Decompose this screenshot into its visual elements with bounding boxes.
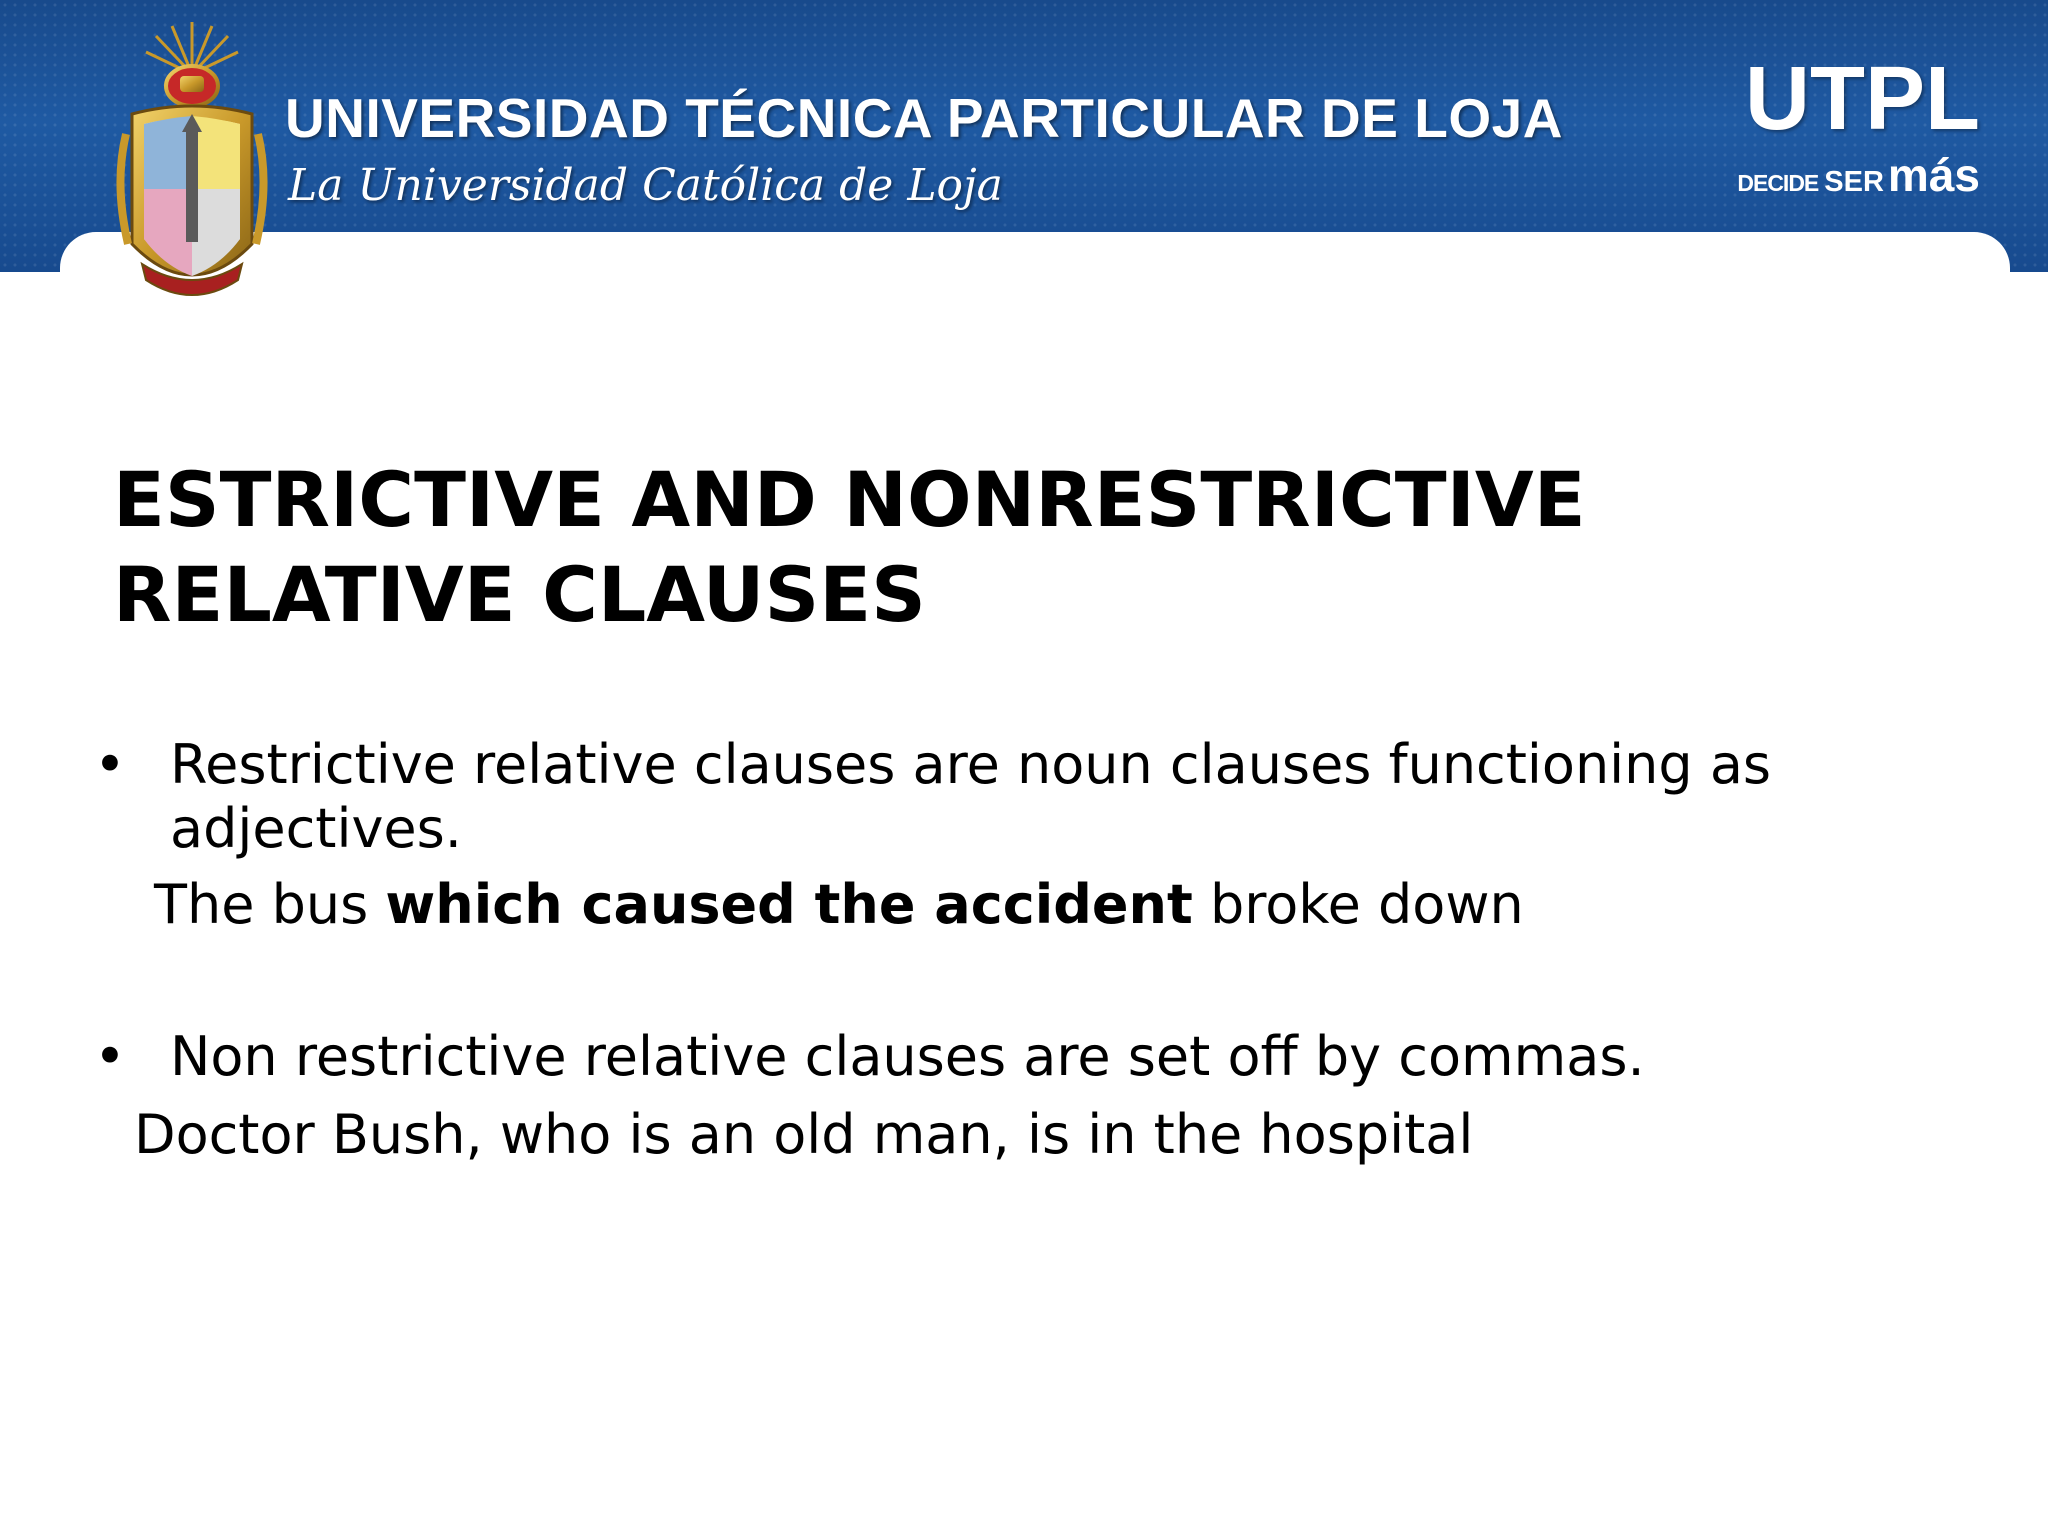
slide-title: ESTRICTIVE AND NONRESTRICTIVE RELATIVE CLAUSES (113, 455, 1586, 639)
example-before: The bus (154, 873, 386, 936)
example-sentence-nonrestrictive: Doctor Bush, who is an old man, is in the hospital (134, 1103, 1474, 1166)
bullet-dot-icon: • (94, 733, 126, 796)
example-sentence-restrictive (154, 873, 1524, 937)
utpl-logo-text: UTPL (1745, 49, 1980, 149)
bullet-dot-icon: • (94, 1025, 126, 1088)
university-tagline: La Universidad Católica de Loja (288, 160, 1003, 211)
utpl-logo (1720, 49, 1980, 201)
university-name: UNIVERSIDAD TÉCNICA PARTICULAR DE LOJA (285, 87, 1563, 149)
example-relative-clause: which caused the accident (385, 873, 1193, 936)
slogan-mas: más (1887, 149, 1980, 201)
slogan-decide: DECIDE (1737, 170, 1819, 196)
banner-curve (60, 232, 2010, 352)
university-seal-icon (112, 14, 272, 314)
example-after: broke down (1192, 873, 1524, 936)
bullet-text: Non restrictive relative clauses are set off by commas. (170, 1025, 1645, 1088)
slogan-ser: SER (1824, 166, 1884, 198)
utpl-slogan (1737, 148, 1980, 202)
bullet-text: Restrictive relative clauses are noun clauses functioning as adjectives. (170, 733, 1772, 860)
